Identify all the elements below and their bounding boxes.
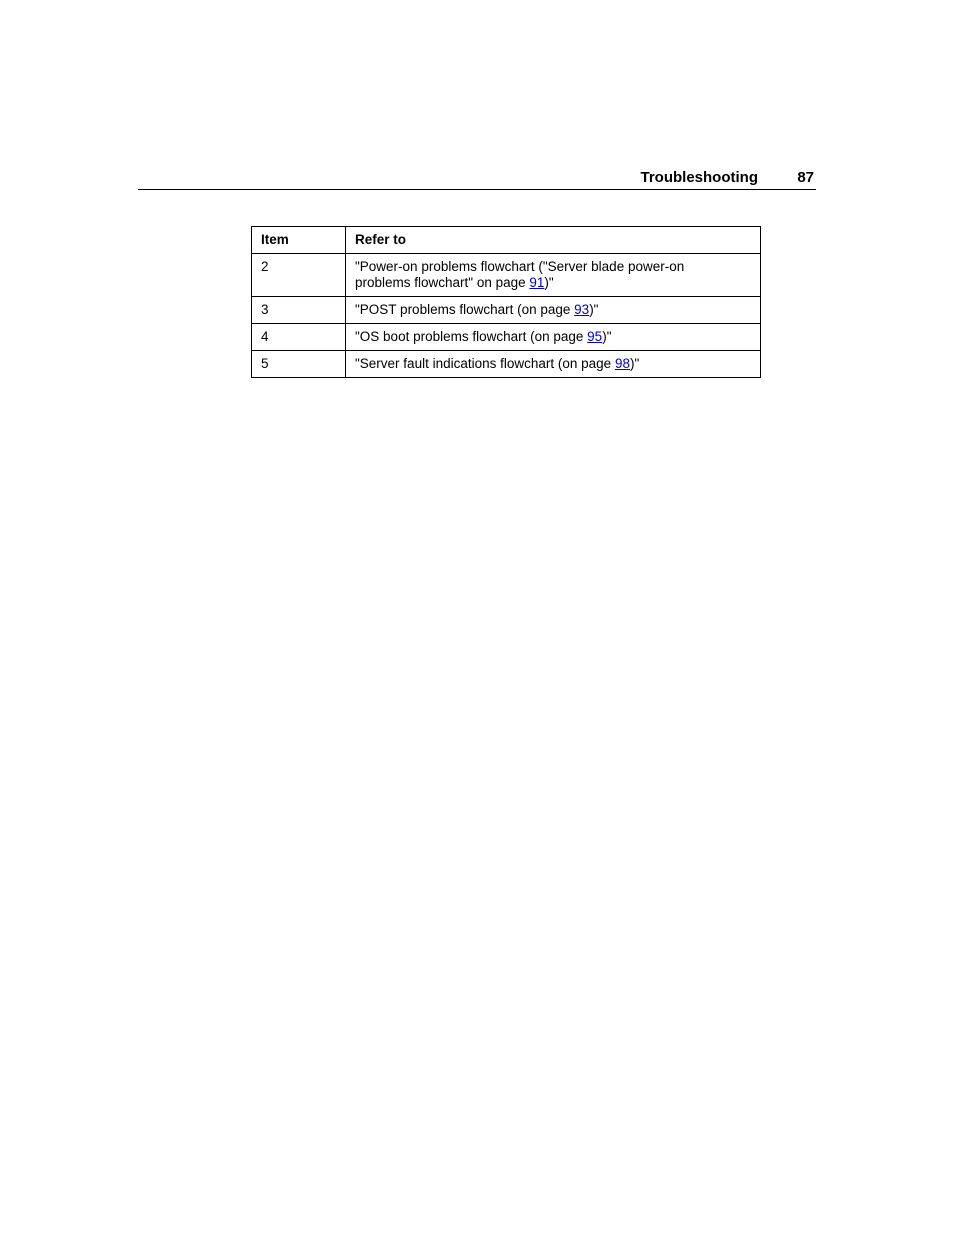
reference-text: "Power-on problems flowchart ("Server blade power-on problems flowchart" on page (355, 259, 685, 290)
table-row (252, 324, 761, 351)
refer-to-cell (346, 351, 761, 378)
page-header (138, 168, 816, 190)
page-link[interactable]: 98 (614, 356, 630, 371)
table-row (252, 297, 761, 324)
refer-to-cell (346, 297, 761, 324)
page-link[interactable]: 91 (529, 275, 545, 290)
table-row (252, 351, 761, 378)
column-header-refer-to: Refer to (346, 227, 761, 254)
table-header-row (252, 227, 761, 254)
reference-text-end: )" (589, 302, 599, 317)
item-cell: 2 (252, 254, 346, 297)
item-cell: 4 (252, 324, 346, 351)
reference-text: "POST problems flowchart (on page (355, 302, 575, 317)
item-cell: 3 (252, 297, 346, 324)
item-cell: 5 (252, 351, 346, 378)
page-link[interactable]: 95 (587, 329, 603, 344)
refer-to-cell (346, 254, 761, 297)
page-number: 87 (797, 169, 814, 186)
reference-table (251, 226, 761, 378)
reference-text: "Server fault indications flowchart (on page (355, 356, 615, 371)
refer-to-cell (346, 324, 761, 351)
reference-text-end: )" (602, 329, 612, 344)
reference-text-end: )" (629, 356, 640, 371)
reference-text-end: )" (544, 275, 554, 290)
page-link[interactable]: 93 (574, 302, 590, 317)
reference-text: "OS boot problems flowchart (on page (355, 329, 588, 344)
column-header-item: Item (252, 227, 346, 254)
section-title: Troubleshooting (640, 169, 758, 186)
table-row (252, 254, 761, 297)
